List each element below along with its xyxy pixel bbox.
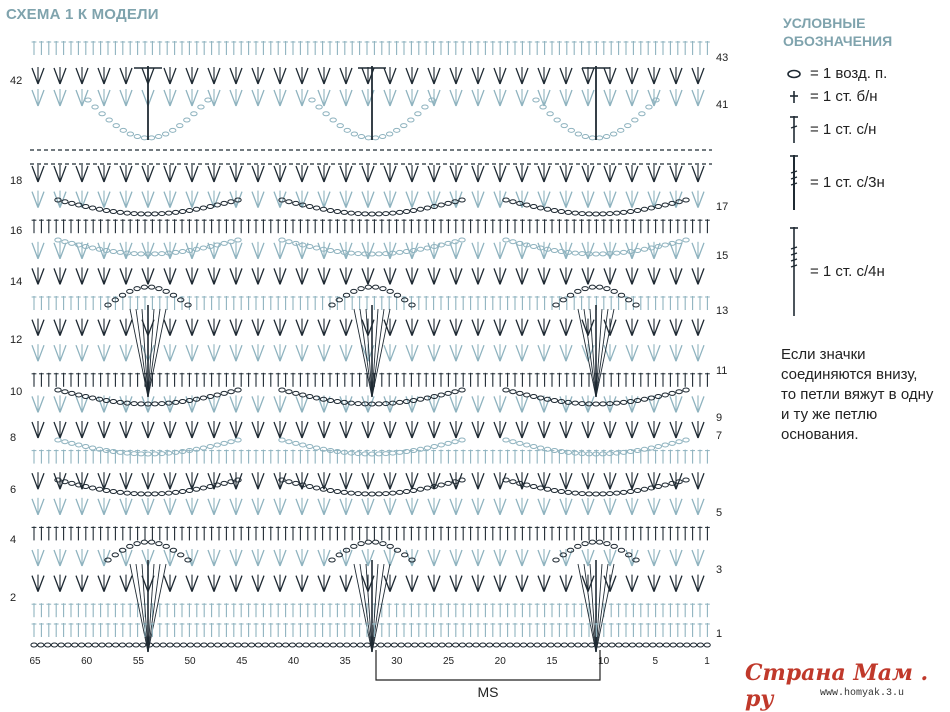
- watermark-logo: Страна Мам . ру: [745, 660, 929, 712]
- row-label-right: 43: [716, 52, 729, 64]
- stitch-count-label: 20: [494, 656, 506, 667]
- stitch-count-label: 40: [287, 656, 300, 667]
- stitch-count-label: 15: [546, 656, 558, 667]
- stitch-count-label: 35: [339, 656, 351, 667]
- repeat-bracket: [376, 650, 600, 680]
- row-label-right: 3: [716, 564, 723, 576]
- stitch-count-label: 5: [652, 656, 659, 667]
- stitch-count-label: 45: [236, 656, 248, 667]
- legend-item-triple-crochet: = 1 ст. с/3н: [784, 153, 885, 211]
- legend-item-quadruple-crochet: = 1 ст. с/4н: [784, 225, 885, 317]
- stitch-count-label: 25: [442, 656, 455, 667]
- chart-title: СХЕМА 1 К МОДЕЛИ: [6, 6, 159, 23]
- row-label-left: 4: [10, 534, 17, 546]
- legend-item-chain: = 1 возд. п.: [784, 65, 887, 82]
- double-crochet-icon: [784, 114, 804, 144]
- row-label-left: 18: [10, 175, 23, 187]
- stitch-count-label: 30: [391, 656, 403, 667]
- row-label-left: 2: [10, 592, 17, 604]
- row-label-left: 14: [10, 276, 23, 288]
- row-label-right: 9: [716, 412, 723, 424]
- row-label-left: 16: [10, 225, 23, 237]
- chain-stitch-icon: [784, 69, 804, 79]
- row-label-right: 15: [716, 250, 729, 262]
- stitch-count-label: 10: [598, 656, 610, 667]
- row-label-right: 1: [716, 628, 723, 640]
- repeat-label: MS: [477, 684, 499, 700]
- legend-item-single-crochet: = 1 ст. б/н: [784, 88, 878, 105]
- triple-crochet-icon: [784, 153, 804, 211]
- quadruple-crochet-icon: [784, 225, 804, 317]
- watermark-url: www.homyak.3.u: [820, 688, 905, 699]
- row-label-left: 42: [10, 75, 23, 87]
- stitch-count-label: 50: [184, 656, 196, 667]
- row-label-right: 17: [716, 201, 729, 213]
- row-label-left: 6: [10, 484, 17, 496]
- stitch-count-label: 1: [704, 656, 710, 667]
- row-label-left: 12: [10, 334, 23, 346]
- legend-item-double-crochet: = 1 ст. с/н: [784, 114, 876, 144]
- row-label-right: 11: [716, 365, 728, 377]
- row-label-right: 5: [716, 507, 723, 519]
- legend-note: Если значки соединяются внизу, то петли вяжут в одну и ту же петлю основания.: [781, 346, 934, 443]
- stitch-count-label: 60: [81, 656, 93, 667]
- row-label-right: 7: [716, 430, 723, 442]
- row-label-right: 41: [716, 99, 729, 111]
- legend-title: УСЛОВНЫЕ ОБОЗНАЧЕНИЯ: [783, 15, 893, 49]
- row-label-left: 10: [10, 386, 23, 398]
- stitch-count-label: 65: [29, 656, 41, 667]
- row-label-right: 13: [716, 305, 729, 317]
- row-label-left: 8: [10, 432, 17, 444]
- stitch-count-label: 55: [132, 656, 144, 667]
- single-crochet-icon: [784, 90, 804, 104]
